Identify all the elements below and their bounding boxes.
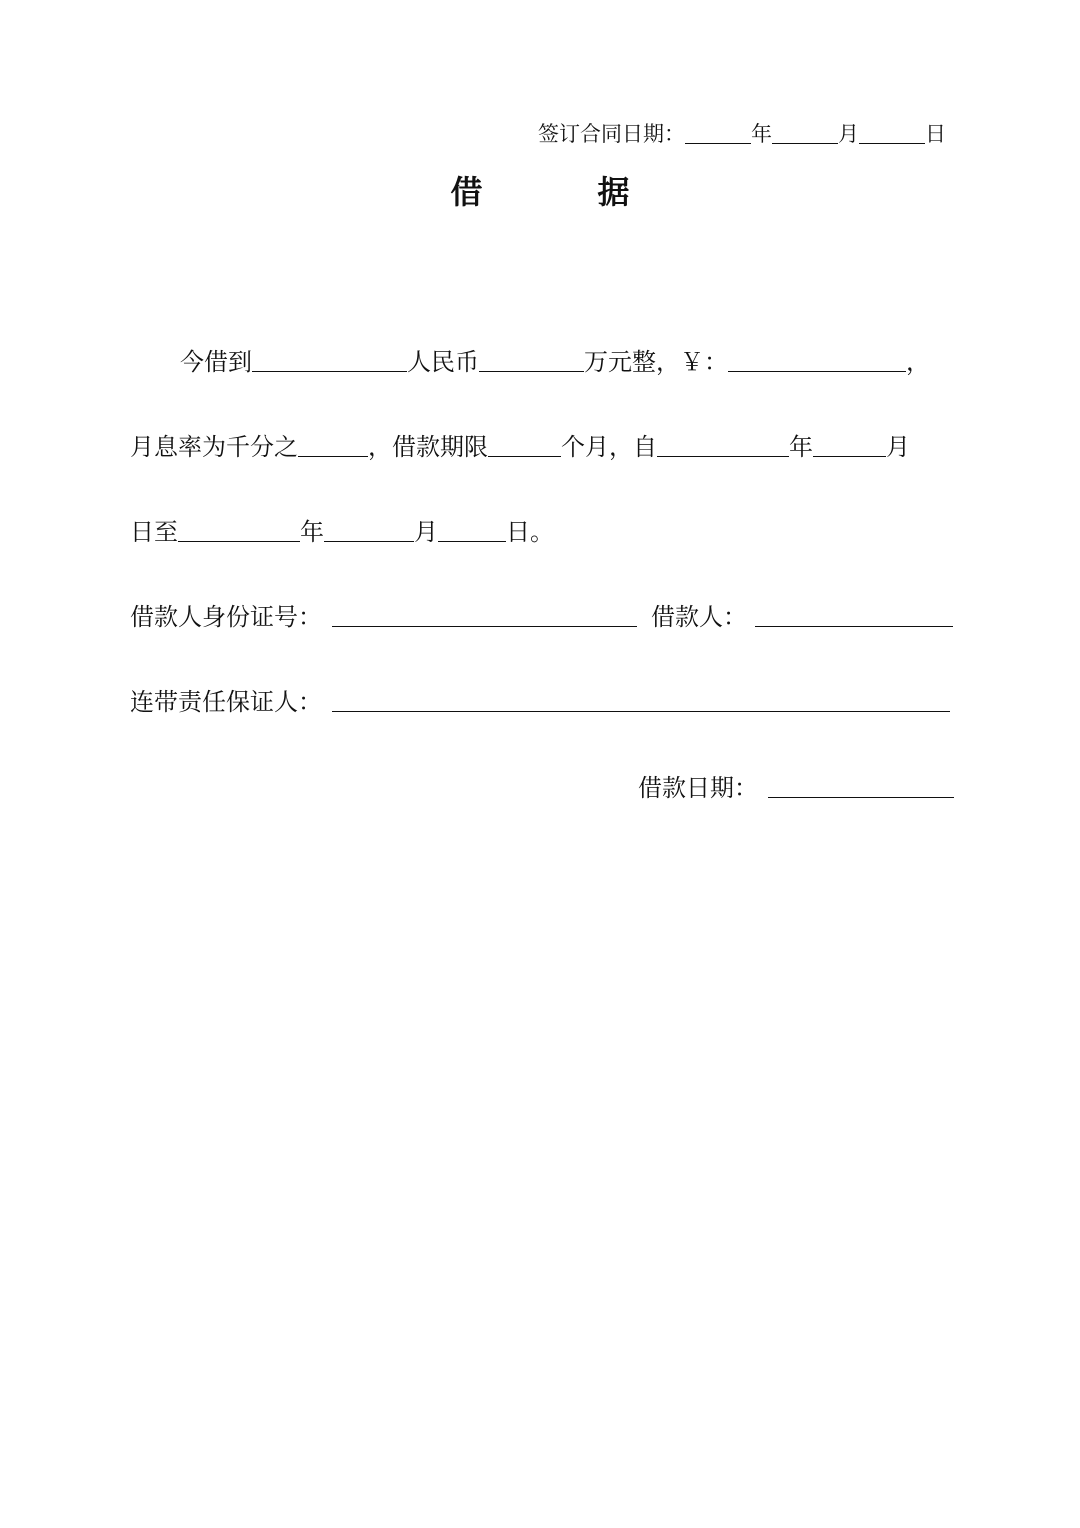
page-title <box>0 173 1080 211</box>
contract-date-line <box>538 124 946 145</box>
day-to-label: 日至 <box>130 518 178 546</box>
loan-amount-line <box>180 350 930 374</box>
monthly-rate-label: 月息率为千分之 <box>130 433 298 461</box>
start-month-blank[interactable] <box>813 455 886 457</box>
guarantor-label: 连带责任保证人： <box>130 688 322 716</box>
contract-year-blank[interactable] <box>685 142 751 144</box>
contract-year-label: 年 <box>751 122 772 146</box>
guarantor-line <box>130 690 950 714</box>
borrower-id-blank[interactable] <box>332 625 637 627</box>
lender-name-blank[interactable] <box>252 370 407 372</box>
loan-date-label: 借款日期： <box>638 774 758 802</box>
rmb-label: 人民币 <box>407 348 479 376</box>
loan-term-label: ，借款期限 <box>368 433 488 461</box>
end-day-blank[interactable] <box>438 540 506 542</box>
loan-date-blank[interactable] <box>768 796 954 798</box>
contract-date-label: 签订合同日期： <box>538 122 685 146</box>
months-from-label: 个月，自 <box>561 433 657 461</box>
contract-day-label: 日 <box>925 122 946 146</box>
amount-wan-blank[interactable] <box>479 370 584 372</box>
end-year-blank[interactable] <box>178 540 300 542</box>
borrower-name-blank[interactable] <box>755 625 953 627</box>
title-char-2: 据 <box>597 173 630 211</box>
end-year-label: 年 <box>300 518 324 546</box>
loan-date-line <box>638 776 954 800</box>
amount-figures-blank[interactable] <box>728 370 906 372</box>
borrower-label: 借款人： <box>651 603 747 631</box>
wan-yuan-label: 万元整，￥： <box>584 348 728 376</box>
borrowed-from-label: 今借到 <box>180 348 252 376</box>
term-months-blank[interactable] <box>488 455 561 457</box>
row1-comma: ， <box>906 348 930 376</box>
loan-period-end-line <box>130 520 554 544</box>
end-month-blank[interactable] <box>324 540 414 542</box>
start-year-label: 年 <box>789 433 813 461</box>
interest-term-line <box>130 435 910 459</box>
borrower-id-line <box>130 605 953 629</box>
end-month-label: 月 <box>414 518 438 546</box>
guarantor-blank[interactable] <box>332 710 950 712</box>
start-year-blank[interactable] <box>657 455 789 457</box>
start-month-label: 月 <box>886 433 910 461</box>
end-day-label: 日。 <box>506 518 554 546</box>
contract-month-label: 月 <box>838 122 859 146</box>
contract-month-blank[interactable] <box>772 142 838 144</box>
contract-day-blank[interactable] <box>859 142 925 144</box>
borrower-id-label: 借款人身份证号： <box>130 603 322 631</box>
title-char-1: 借 <box>450 173 483 211</box>
rate-blank[interactable] <box>298 455 368 457</box>
